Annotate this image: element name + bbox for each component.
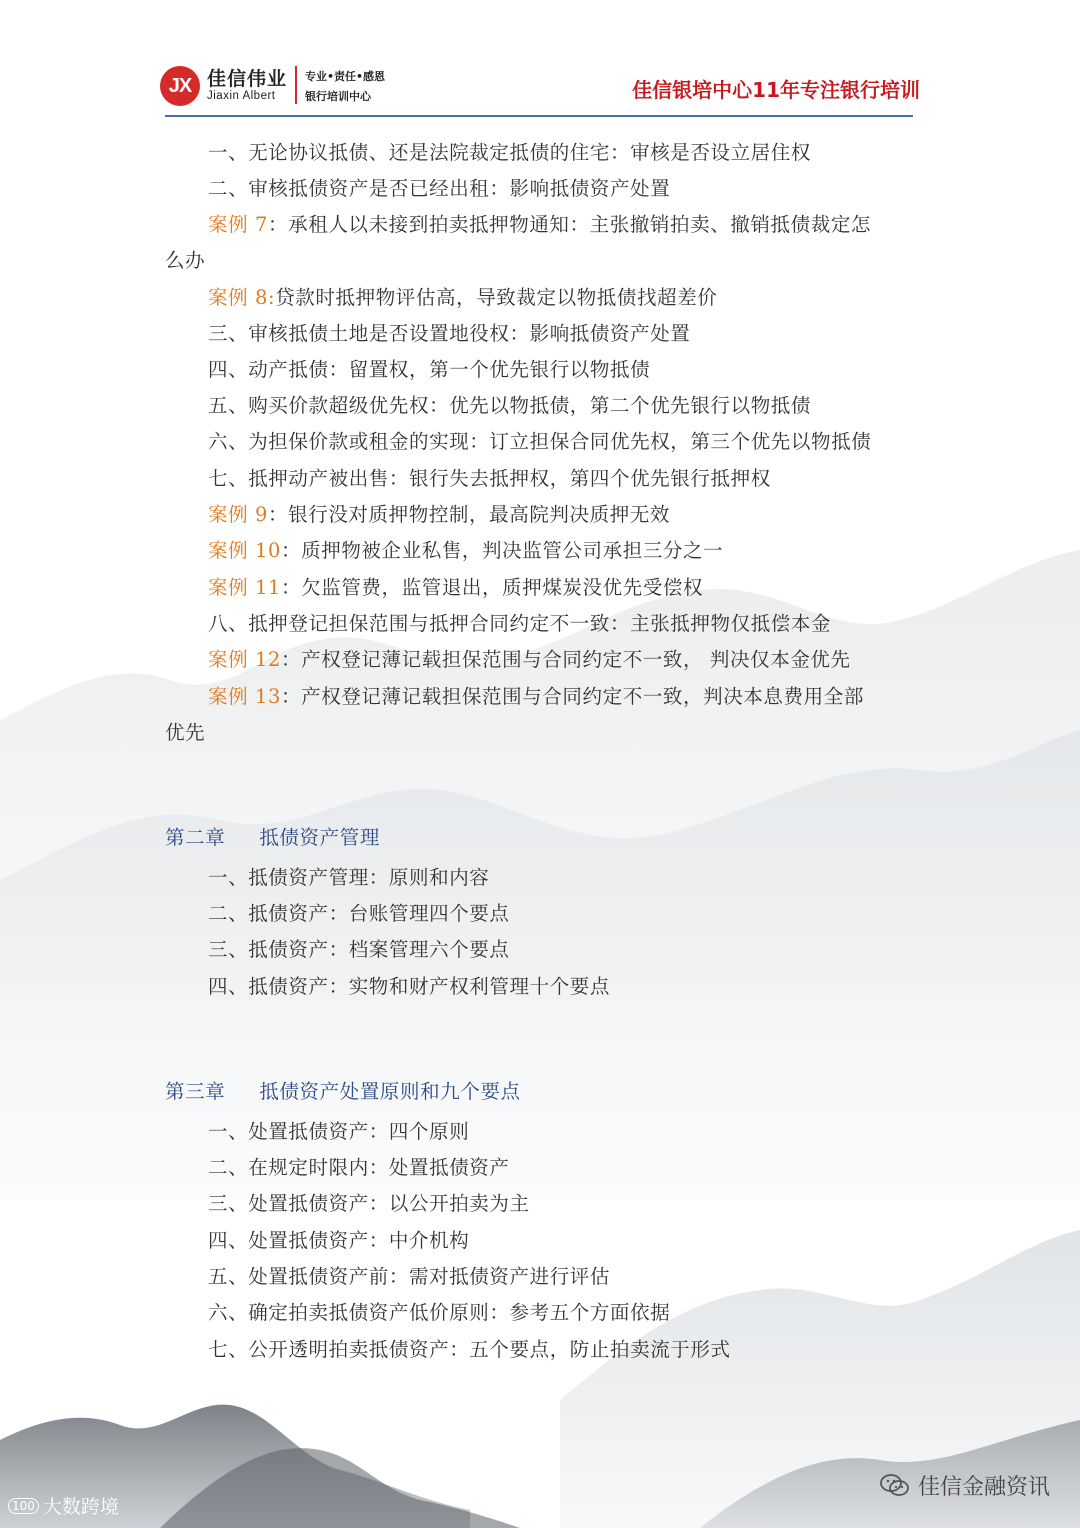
case-label: 案例 7 [208,213,269,236]
chapter-heading [165,1078,521,1106]
wechat-account-name: 佳信金融资讯 [917,1475,1050,1500]
slogan-line1: 专业•责任•感恩 [305,70,386,83]
outline-item: 四、动产抵债：留置权，第一个优先银行以物抵债 [208,358,651,381]
outline-item: 二、在规定时限内：处置抵债资产 [208,1156,510,1179]
case-text: ：承租人以未接到拍卖抵押物通知：主张撤销拍卖、撤销抵债裁定怎 [268,213,872,236]
outline-item: 五、购买价款超级优先权：优先以物抵债，第二个优先银行以物抵债 [208,394,812,417]
chapter-title: 抵债资产管理 [259,826,380,849]
case-item-continuation: 么办 [165,249,206,272]
chapter-heading [165,824,380,852]
case-label: 案例 12 [208,648,282,671]
case-item-continuation: 优先 [165,721,206,744]
case-item [208,284,717,312]
brand-name-cn: 佳信伟业 [207,68,288,90]
platform-watermark [8,1492,119,1519]
outline-item: 三、处置抵债资产：以公开拍卖为主 [208,1192,530,1215]
case-label: 案例 9 [208,503,269,526]
outline-item: 七、抵押动产被出售：银行失去抵押权，第四个优先银行抵押权 [208,467,771,490]
case-item [208,646,851,674]
brand-name-en: Jiaxin Albert [207,90,276,102]
slogan-line2: 银行培训中心 [305,90,371,103]
case-text: ：质押物被企业私售，判决监管公司承担三分之一 [281,539,724,562]
outline-item: 七、公开透明拍卖抵债资产：五个要点，防止拍卖流于形式 [208,1338,731,1361]
platform-name: 大数跨境 [42,1496,119,1518]
chapter-number: 第二章 [165,826,226,849]
outline-item: 二、抵债资产：台账管理四个要点 [208,902,510,925]
case-label: 案例 8: [208,286,276,309]
chapter-number: 第三章 [165,1080,226,1103]
outline-item: 六、确定拍卖抵债资产低价原则：参考五个方面依据 [208,1301,671,1324]
outline-item: 五、处置抵债资产前：需对抵债资产进行评估 [208,1265,611,1288]
case-text: ：欠监管费，监管退出，质押煤炭没优先受偿权 [281,576,704,599]
outline-item: 四、抵债资产：实物和财产权利管理十个要点 [208,975,611,998]
case-text: ：产权登记薄记载担保范围与合同约定不一致， 判决仅本金优先 [281,648,851,671]
case-label: 案例 11 [208,576,282,599]
case-text: ：银行没对质押物控制，最高院判决质押无效 [268,503,671,526]
header-title: 佳信银培中心11年专注银行培训 [632,78,920,102]
outline-item: 六、为担保价款或租金的实现：订立担保合同优先权，第三个优先以物抵债 [208,430,872,453]
platform-logo-icon: 100 [8,1498,39,1514]
outline-item: 八、抵押登记担保范围与抵押合同约定不一致：主张抵押物仅抵偿本金 [208,612,832,635]
wechat-account-watermark [880,1470,1050,1501]
case-label: 案例 13 [208,685,282,708]
case-label: 案例 10 [208,539,282,562]
outline-item: 一、抵债资产管理：原则和内容 [208,866,490,889]
outline-item: 一、处置抵债资产：四个原则 [208,1120,470,1143]
outline-item: 四、处置抵债资产：中介机构 [208,1229,470,1252]
case-item [208,211,871,239]
case-item [208,574,703,602]
case-item [208,683,864,711]
wechat-icon [880,1473,910,1499]
case-text: 贷款时抵押物评估高，导致裁定以物抵债找超差价 [275,286,718,309]
chapter-title: 抵债资产处置原则和九个要点 [259,1080,521,1103]
outline-item: 一、无论协议抵债、还是法院裁定抵债的住宅：审核是否设立居住权 [208,141,812,164]
case-item [208,537,723,565]
case-item [208,501,670,529]
outline-item: 二、审核抵债资产是否已经出租：影响抵债资产处置 [208,177,671,200]
outline-item: 三、审核抵债土地是否设置地役权：影响抵债资产处置 [208,322,691,345]
outline-item: 三、抵债资产：档案管理六个要点 [208,938,510,961]
case-text: ：产权登记薄记载担保范围与合同约定不一致，判决本息费用全部 [281,685,864,708]
jx-logo-icon: JX [160,66,200,106]
